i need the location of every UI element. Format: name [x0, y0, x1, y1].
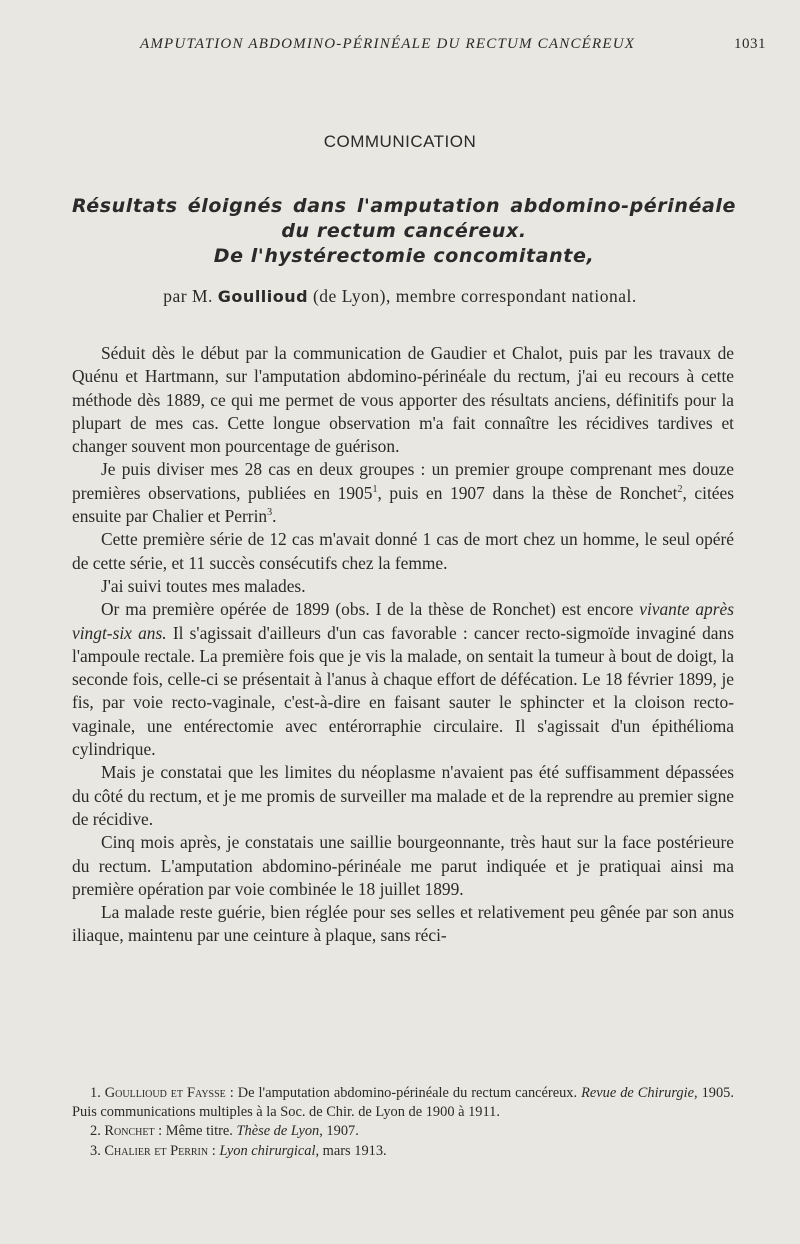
paragraph-2-text-d: .	[272, 506, 277, 527]
paragraph-7: Cinq mois après, je constatais une saillie bourgeonnante, très haut sur la face postérieure du rectum. L'amputation abdomino-périnéale me parut indiquée et je pratiquai ainsi ma première opération par voie combinée le 18 juillet 1899.	[72, 832, 734, 899]
footnote-1-authors: Goullioud et Faysse	[104, 1085, 226, 1101]
footnote-2	[72, 1122, 734, 1141]
paragraph-5-italic: vivante après vingt-six ans.	[72, 599, 734, 643]
footnote-3	[72, 1142, 734, 1161]
footnote-3-text-a: :	[211, 1142, 216, 1159]
paragraph-5-text-a: Or ma première opérée de 1899 (obs. I de la thèse de Ronchet) est encore	[101, 599, 634, 620]
paragraph-6: Mais je constatai que les limites du néoplasme n'avaient pas été suffisamment dépassées du côté du rectum, et je me promis de surveiller ma malade et de la reprendre au premier signe de récidive.	[72, 762, 734, 829]
paragraph-2-text-c: , citées ensuite par Chalier et Perrin	[72, 482, 734, 527]
footnote-2-text-b: , 1907.	[319, 1123, 359, 1140]
footnote-2-number: 2.	[90, 1123, 101, 1140]
footnote-1-number: 1.	[90, 1085, 101, 1101]
article-body	[72, 342, 734, 948]
byline-suffix: (de Lyon), membre correspondant national.	[312, 286, 637, 306]
paragraph-2-text-a: Je puis diviser mes 28 cas en deux groupes : un premier groupe comprenant mes douze premières observations, publiées en 1905	[72, 459, 734, 503]
footnote-ref-2: 2	[677, 483, 683, 495]
paragraph-3: Cette première série de 12 cas m'avait donné 1 cas de mort chez un homme, le seul opéré de cette série, et 11 succès consécutifs chez la femme.	[72, 529, 734, 573]
footnote-3-number: 3.	[90, 1142, 101, 1159]
paragraph-5-text-b: Il s'agissait d'ailleurs d'un cas favorable : cancer recto-sigmoïde invaginé dans l'ampoule rectale. La première fois que je vis la malade, on sentait la tumeur à bout de doigt, la seconde fois, celle-ci se présentait à l'anus à chaque effort de défécation. Le 18 février 1899, je fis, par voie recto-vaginale, c'est-à-dire en faisant sauter le sphincter et la cloison recto-vaginale, une entérectomie avec entérorraphie circulaire. Il s'agissait d'un épithélioma cylindrique.	[72, 622, 734, 760]
byline-author: Goullioud	[217, 287, 309, 306]
byline-prefix: par M.	[163, 286, 213, 306]
footnote-3-text-b: , mars 1913.	[315, 1142, 387, 1159]
footnote-2-author: Ronchet	[104, 1123, 155, 1140]
paragraph-2-text-b: , puis en 1907 dans la thèse de Ronchet	[377, 482, 678, 503]
paragraph-5	[72, 598, 734, 761]
footnotes	[72, 1084, 734, 1161]
footnote-2-text-a: : Même titre.	[158, 1123, 233, 1140]
title-line-1: Résultats éloignés dans l'amputation abdomino-périnéale	[72, 195, 736, 217]
footnote-3-authors: Chalier et Perrin	[104, 1142, 209, 1159]
title-line-2: du rectum cancéreux.	[281, 220, 527, 242]
footnote-2-journal: Thèse de Lyon	[236, 1123, 320, 1140]
title-line-3: De l'hystérectomie concomitante,	[213, 245, 595, 267]
footnote-1-text-b: , 1905. Puis communications multiples à la Soc. de Chir. de Lyon de 1900 à 1911.	[72, 1085, 734, 1121]
footnote-1	[72, 1084, 734, 1122]
section-label: COMMUNICATION	[323, 132, 477, 151]
article-title	[72, 194, 736, 269]
footnote-ref-1: 1	[372, 483, 378, 495]
paragraph-1: Séduit dès le début par la communication de Gaudier et Chalot, puis par les travaux de Quénu et Hartmann, sur l'amputation abdomino-périnéale du rectum, j'ai eu recours à cette méthode dès 1889, ce qui me permet de vous apporter des résultats anciens, définitifs pour la plupart de mes cas. Cette longue observation m'a fait connaître les récidives tardives et changer souvent mon pourcentage de guérison.	[72, 343, 734, 457]
footnote-1-journal: Revue de Chirurgie	[581, 1085, 695, 1101]
footnote-ref-3: 3	[267, 507, 273, 519]
paragraph-2	[72, 458, 734, 528]
running-title: AMPUTATION ABDOMINO-PÉRINÉALE DU RECTUM CANCÉREUX	[140, 36, 636, 52]
paragraph-8: La malade reste guérie, bien réglée pour ses selles et relativement peu gênée par son anus iliaque, maintenu par une ceinture à plaque, sans réci-	[72, 902, 734, 946]
byline	[0, 286, 800, 307]
page-number: 1031	[734, 36, 766, 52]
running-header	[140, 36, 766, 53]
footnote-3-journal: Lyon chirurgical	[219, 1142, 316, 1159]
paragraph-4: J'ai suivi toutes mes malades.	[101, 575, 306, 596]
footnote-1-text-a: : De l'amputation abdomino-périnéale du rectum cancéreux.	[229, 1085, 578, 1101]
